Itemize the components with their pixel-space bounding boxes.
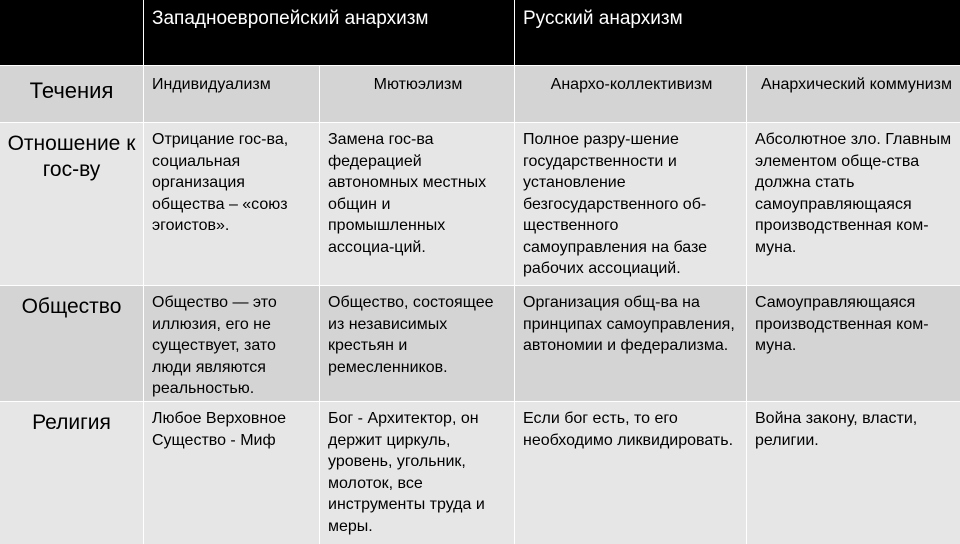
cell-anarcho-communism: Анархический коммунизм (747, 66, 960, 122)
cell-state-mutualism: Замена гос-ва федерацией автономных местных общин и промышленных ассоциа-ций. (320, 123, 514, 285)
row-label-state: Отношение к гос-ву (0, 123, 143, 285)
header-corner (0, 0, 143, 65)
cell-religion-mutualism: Бог - Архитектор, он держит циркуль, уровень, угольник, молоток, все инструменты труда и меры. (320, 402, 514, 544)
row-label-currents: Течения (0, 66, 143, 122)
header-western-anarchism: Западноевропейский анархизм (144, 0, 514, 65)
cell-religion-collectivism: Если бог есть, то его необходимо ликвидировать. (515, 402, 746, 544)
cell-anarcho-collectivism: Анархо-коллективизм (515, 66, 746, 122)
header-russian-anarchism: Русский анархизм (515, 0, 960, 65)
cell-society-mutualism: Общество, состоящее из независимых крестьян и ремесленников. (320, 286, 514, 401)
row-label-society: Общество (0, 286, 143, 401)
cell-society-collectivism: Организация общ-ва на принципах самоуправления, автономии и федерализма. (515, 286, 746, 401)
cell-state-communism: Абсолютное зло. Главным элементом обще-ства должна стать самоуправляющаяся производственная ком-муна. (747, 123, 960, 285)
cell-society-communism: Самоуправляющаяся производственная ком-муна. (747, 286, 960, 401)
cell-religion-individualism: Любое Верховное Существо - Миф (144, 402, 319, 544)
cell-mutualism: Мютюэлизм (320, 66, 514, 122)
cell-state-collectivism: Полное разру-шение государственности и установление безгосударственного об-щественного самоуправления на базе рабочих ассоциаций. (515, 123, 746, 285)
cell-individualism: Индивидуализм (144, 66, 319, 122)
cell-religion-communism: Война закону, власти, религии. (747, 402, 960, 544)
cell-state-individualism: Отрицание гос-ва, социальная организация общества – «союз эгоистов». (144, 123, 319, 285)
cell-society-individualism: Общество — это иллюзия, его не существует, зато люди являются реальностью. (144, 286, 319, 401)
row-label-religion: Религия (0, 402, 143, 544)
